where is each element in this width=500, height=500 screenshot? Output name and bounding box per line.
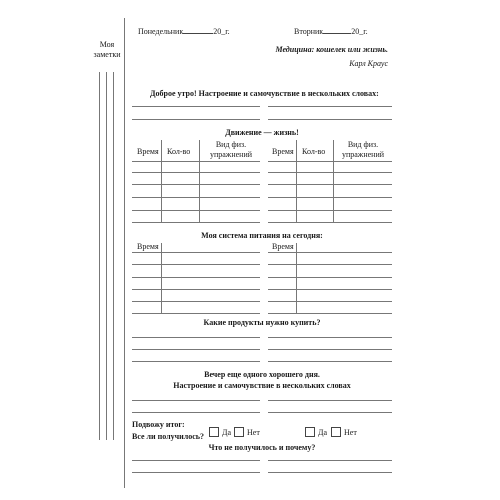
table-row-line: [132, 184, 260, 185]
col-count: Кол-во: [302, 147, 326, 156]
sidebar-line: [99, 72, 100, 440]
write-line: [268, 119, 392, 120]
table-row-line: [132, 313, 260, 314]
no-label: Нет: [344, 428, 357, 437]
table-row-line: [268, 313, 392, 314]
nutrition-heading: Моя система питания на сегодня:: [201, 231, 323, 240]
table-row-line: [268, 264, 392, 265]
summary-label-1: Подвожу итог:: [132, 420, 185, 429]
shopping-heading: Какие продукты нужно купить?: [203, 318, 321, 327]
write-line: [268, 349, 392, 350]
write-line: [132, 412, 260, 413]
sidebar-title: Моя заметки: [93, 40, 121, 59]
evening-heading-1: Вечер еще одного хорошего дня.: [204, 370, 320, 379]
yes-checkbox[interactable]: [305, 427, 315, 437]
sidebar-line: [106, 72, 107, 440]
table-row-line: [268, 197, 392, 198]
no-label: Нет: [247, 428, 260, 437]
table-row-line: [132, 252, 260, 253]
col-time: Время: [272, 147, 294, 156]
table-row-line: [268, 277, 392, 278]
table-row-line: [132, 197, 260, 198]
margin-rule: [124, 18, 125, 488]
morning-heading: Доброе утро! Настроение и самочувствие в нескольких словах:: [150, 89, 379, 98]
write-line: [268, 460, 392, 461]
col-time: Время: [272, 242, 294, 251]
quote-author: Карл Краус: [349, 59, 388, 68]
col-exercise: Вид физ. упражнений: [209, 140, 253, 159]
write-line: [132, 119, 260, 120]
tuesday-date-label: Вторник 20_г.: [294, 27, 368, 36]
table-row-line: [268, 210, 392, 211]
table-row-line: [268, 222, 392, 223]
tuesday-label: Вторник: [294, 27, 324, 36]
no-checkbox[interactable]: [234, 427, 244, 437]
yes-label: Да: [318, 428, 328, 437]
write-line: [132, 337, 260, 338]
write-line: [132, 361, 260, 362]
table-row-line: [268, 161, 392, 162]
write-line: [132, 106, 260, 107]
table-row-line: [132, 222, 260, 223]
write-line: [132, 349, 260, 350]
quote: Медицина: кошелек или жизнь.: [275, 45, 388, 54]
table-row-line: [268, 252, 392, 253]
col-exercise: Вид физ. упражнений: [341, 140, 385, 159]
table-divider: [161, 243, 162, 313]
table-row-line: [132, 172, 260, 173]
write-line: [268, 337, 392, 338]
table-row-line: [132, 161, 260, 162]
col-time: Время: [137, 242, 159, 251]
summary-label-2: Все ли получилось?: [132, 432, 205, 441]
no-checkbox[interactable]: [331, 427, 341, 437]
table-row-line: [268, 289, 392, 290]
col-count: Кол-во: [167, 147, 191, 156]
write-line: [268, 472, 392, 473]
yes-label: Да: [222, 428, 232, 437]
table-row-line: [132, 289, 260, 290]
yes-checkbox[interactable]: [209, 427, 219, 437]
monday-date-label: Понедельник 20_г.: [138, 27, 230, 36]
table-row-line: [268, 172, 392, 173]
table-row-line: [268, 184, 392, 185]
sidebar-line: [113, 72, 114, 440]
write-line: [268, 106, 392, 107]
table-row-line: [132, 210, 260, 211]
monday-label: Понедельник: [138, 27, 184, 36]
write-line: [268, 412, 392, 413]
table-divider: [296, 243, 297, 313]
col-time: Время: [137, 147, 159, 156]
evening-heading-2: Настроение и самочувствие в нескольких словах: [173, 381, 351, 390]
table-row-line: [132, 264, 260, 265]
table-row-line: [268, 301, 392, 302]
table-row-line: [132, 277, 260, 278]
table-row-line: [132, 301, 260, 302]
write-line: [268, 400, 392, 401]
write-line: [132, 472, 260, 473]
write-line: [132, 460, 260, 461]
movement-heading: Движение — жизнь!: [225, 128, 299, 137]
write-line: [132, 400, 260, 401]
write-line: [268, 361, 392, 362]
failed-question: Что не получилось и почему?: [208, 443, 316, 452]
